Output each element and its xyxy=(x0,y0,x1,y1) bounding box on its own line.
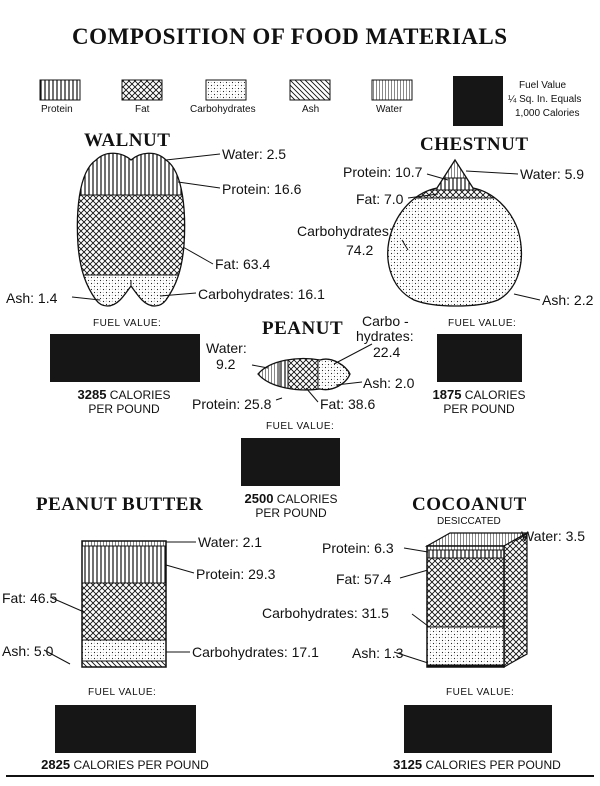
peanut-water-label-1: Water: xyxy=(206,340,247,356)
peanut-fat-label: Fat: 38.6 xyxy=(320,396,376,412)
peanut-calories xyxy=(234,492,348,520)
cocoanut-graphic xyxy=(394,533,528,667)
legend-ash-swatch xyxy=(290,80,330,100)
walnut-heading: WALNUT xyxy=(84,130,171,151)
chestnut-carbohydrates-label-1: Carbohydrates: xyxy=(297,223,393,239)
peanut-graphic xyxy=(252,344,372,402)
cocoanut-ash-label: Ash: 1.3 xyxy=(352,645,404,661)
peanut-butter-heading: PEANUT BUTTER xyxy=(36,494,204,515)
walnut-calories-value: 3285 xyxy=(77,387,107,402)
peanut-protein-label: Protein: 25.8 xyxy=(192,396,272,412)
legend-protein-label: Protein xyxy=(41,104,73,115)
peanut-butter-calories-value: 2825 xyxy=(41,757,71,772)
walnut-calories xyxy=(72,388,176,416)
cocoanut-water-label: Water: 3.5 xyxy=(521,528,586,544)
cocoanut-heading: COCOANUT xyxy=(412,494,527,515)
cocoanut-calories xyxy=(372,758,582,772)
legend-fuel-key-line-3: 1,000 Calories xyxy=(515,108,580,119)
peanut-butter-fuel-value-label: FUEL VALUE: xyxy=(88,687,157,698)
legend-swatches xyxy=(40,76,503,126)
chestnut-calories xyxy=(424,388,534,416)
walnut-ash-label: Ash: 1.4 xyxy=(6,290,58,306)
legend-water-swatch xyxy=(372,80,412,100)
walnut-fuel-value-label: FUEL VALUE: xyxy=(93,318,162,329)
walnut-protein-label: Protein: 16.6 xyxy=(222,181,302,197)
peanut-carbohydrates-label-2: hydrates: xyxy=(356,328,414,344)
walnut-calories-unit: CALORIES xyxy=(109,388,171,402)
peanut-fuel-block xyxy=(241,438,340,486)
walnut-carbohydrates-label: Carbohydrates: 16.1 xyxy=(198,286,325,302)
chestnut-fuel-value-label: FUEL VALUE: xyxy=(448,318,517,329)
cocoanut-calories-value: 3125 xyxy=(393,757,423,772)
cocoanut-subheading: DESICCATED xyxy=(437,516,501,527)
chestnut-ash-label: Ash: 2.2 xyxy=(542,292,594,308)
legend-fat-swatch xyxy=(122,80,162,100)
legend-carbohydrates-swatch xyxy=(206,80,246,100)
peanut-butter-water-label: Water: 2.1 xyxy=(198,534,263,550)
legend-ash-label: Ash xyxy=(302,104,320,115)
legend-fat-label: Fat xyxy=(135,104,150,115)
chestnut-water-label: Water: 5.9 xyxy=(520,166,585,182)
peanut-calories-value: 2500 xyxy=(244,491,274,506)
legend-protein-swatch xyxy=(40,80,80,100)
peanut-butter-fuel-block xyxy=(55,705,196,753)
chestnut-heading: CHESTNUT xyxy=(420,134,529,155)
peanut-butter-calories xyxy=(30,758,220,772)
cocoanut-fuel-value-label: FUEL VALUE: xyxy=(446,687,515,698)
peanut-butter-protein-label: Protein: 29.3 xyxy=(196,566,276,582)
legend-carbohydrates-label: Carbohydrates xyxy=(190,104,256,115)
chestnut-calories-value: 1875 xyxy=(432,387,462,402)
walnut-water-label: Water: 2.5 xyxy=(222,146,287,162)
legend-water-label: Water xyxy=(376,104,403,115)
peanut-water-label-2: 9.2 xyxy=(216,356,236,372)
chestnut-calories-per: PER POUND xyxy=(443,402,515,416)
page-title: COMPOSITION OF FOOD MATERIALS xyxy=(72,24,508,49)
peanut-carbohydrates-label-3: 22.4 xyxy=(373,344,401,360)
peanut-calories-per: PER POUND xyxy=(255,506,327,520)
peanut-butter-ash-label: Ash: 5.0 xyxy=(2,643,54,659)
peanut-carbohydrates-label-1: Carbo - xyxy=(362,313,409,329)
peanut-calories-unit: CALORIES xyxy=(276,492,338,506)
legend-fuel-value-block xyxy=(453,76,503,126)
peanut-fuel-value-label: FUEL VALUE: xyxy=(266,421,335,432)
walnut-fuel-block xyxy=(50,334,200,382)
peanut-ash-label: Ash: 2.0 xyxy=(363,375,415,391)
chestnut-fuel-block xyxy=(437,334,522,382)
peanut-butter-fat-label: Fat: 46.5 xyxy=(2,590,58,606)
peanut-butter-graphic xyxy=(44,541,196,667)
cocoanut-fat-label: Fat: 57.4 xyxy=(336,571,392,587)
peanut-butter-carbohydrates-label: Carbohydrates: 17.1 xyxy=(192,644,319,660)
chestnut-carbohydrates-label-2: 74.2 xyxy=(346,242,374,258)
chestnut-calories-unit: CALORIES xyxy=(464,388,526,402)
peanut-heading: PEANUT xyxy=(262,318,344,339)
cocoanut-fuel-block xyxy=(404,705,552,753)
walnut-calories-per: PER POUND xyxy=(88,402,160,416)
legend-fuel-key-line-1: Fuel Value xyxy=(519,80,567,91)
walnut-fat-label: Fat: 63.4 xyxy=(215,256,271,272)
chestnut-fat-label: Fat: 7.0 xyxy=(356,191,404,207)
cocoanut-calories-unit: CALORIES PER POUND xyxy=(425,758,561,772)
peanut-butter-calories-unit: CALORIES PER POUND xyxy=(73,758,209,772)
cocoanut-carbohydrates-label: Carbohydrates: 31.5 xyxy=(262,605,389,621)
legend-fuel-key-line-2: ¼ Sq. In. Equals xyxy=(508,94,582,105)
chestnut-protein-label: Protein: 10.7 xyxy=(343,164,423,180)
cocoanut-protein-label: Protein: 6.3 xyxy=(322,540,394,556)
